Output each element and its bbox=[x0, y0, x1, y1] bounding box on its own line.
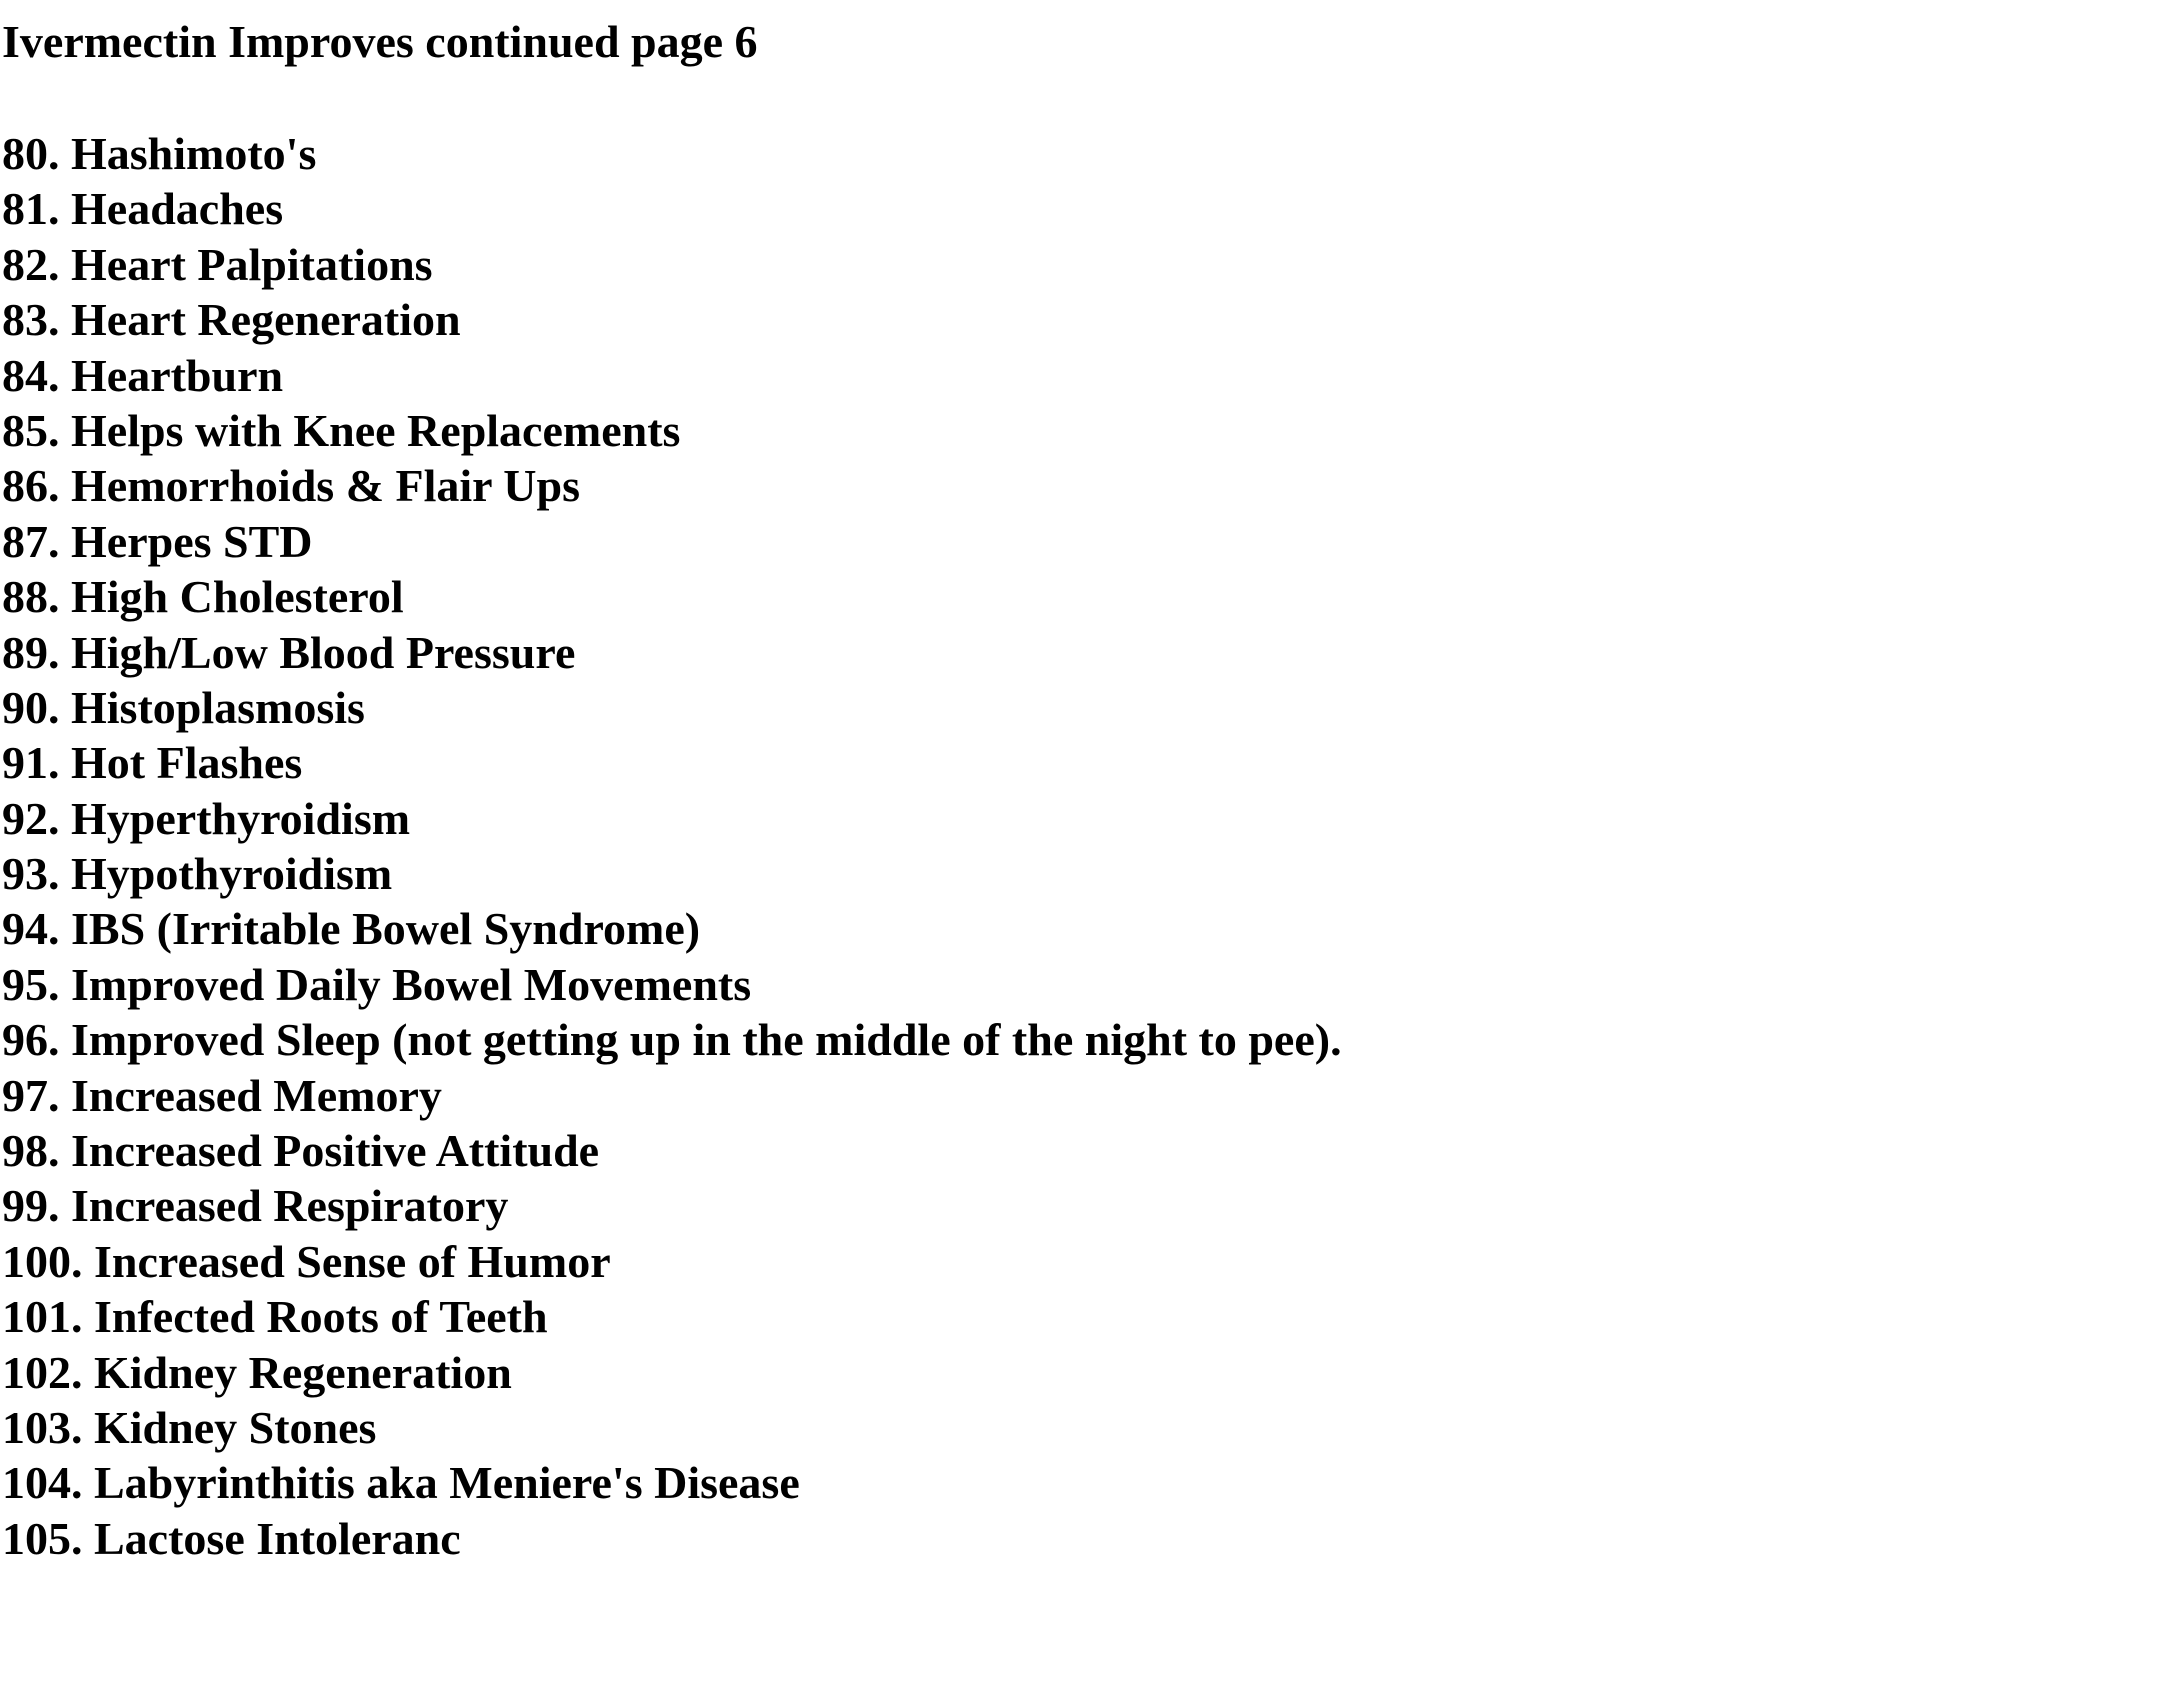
list-item: 97. Increased Memory bbox=[2, 1069, 442, 1121]
list-item: 92. Hyperthyroidism bbox=[2, 792, 411, 844]
list-item: 87. Herpes STD bbox=[2, 515, 313, 567]
list-item: 100. Increased Sense of Humor bbox=[2, 1235, 611, 1287]
list-item: 90. Histoplasmosis bbox=[2, 681, 365, 733]
list-item: 93. Hypothyroidism bbox=[2, 848, 393, 900]
list-item: 88. High Cholesterol bbox=[2, 571, 404, 623]
list-item: 80. Hashimoto's bbox=[2, 128, 317, 179]
list-item: 103. Kidney Stones bbox=[2, 1401, 377, 1453]
condition-list bbox=[2, 126, 1342, 1566]
list-item: 98. Increased Positive Attitude bbox=[2, 1125, 600, 1177]
list-item: 82. Heart Palpitations bbox=[2, 238, 433, 290]
list-item: 84. Heartburn bbox=[2, 349, 284, 401]
list-item: 105. Lactose Intoleranc bbox=[2, 1512, 461, 1564]
list-item: 81. Headaches bbox=[2, 183, 284, 235]
list-item: 95. Improved Daily Bowel Movements bbox=[2, 958, 752, 1010]
list-item: 91. Hot Flashes bbox=[2, 737, 303, 789]
list-item: 94. IBS (Irritable Bowel Syndrome) bbox=[2, 903, 701, 955]
list-item: 101. Infected Roots of Teeth bbox=[2, 1291, 548, 1343]
page-title: Ivermectin Improves continued page 6 bbox=[2, 16, 758, 67]
list-item: 99. Increased Respiratory bbox=[2, 1180, 509, 1232]
list-item: 89. High/Low Blood Pressure bbox=[2, 626, 576, 678]
list-item: 96. Improved Sleep (not getting up in the middle of the night to pee). bbox=[2, 1014, 1342, 1066]
list-item: 104. Labyrinthitis aka Meniere's Disease bbox=[2, 1457, 800, 1509]
list-item: 83. Heart Regeneration bbox=[2, 294, 461, 346]
document-page bbox=[2, 14, 2184, 1564]
list-item: 85. Helps with Knee Replacements bbox=[2, 404, 681, 456]
list-item: 102. Kidney Regeneration bbox=[2, 1346, 512, 1398]
list-item: 86. Hemorrhoids & Flair Ups bbox=[2, 460, 580, 512]
